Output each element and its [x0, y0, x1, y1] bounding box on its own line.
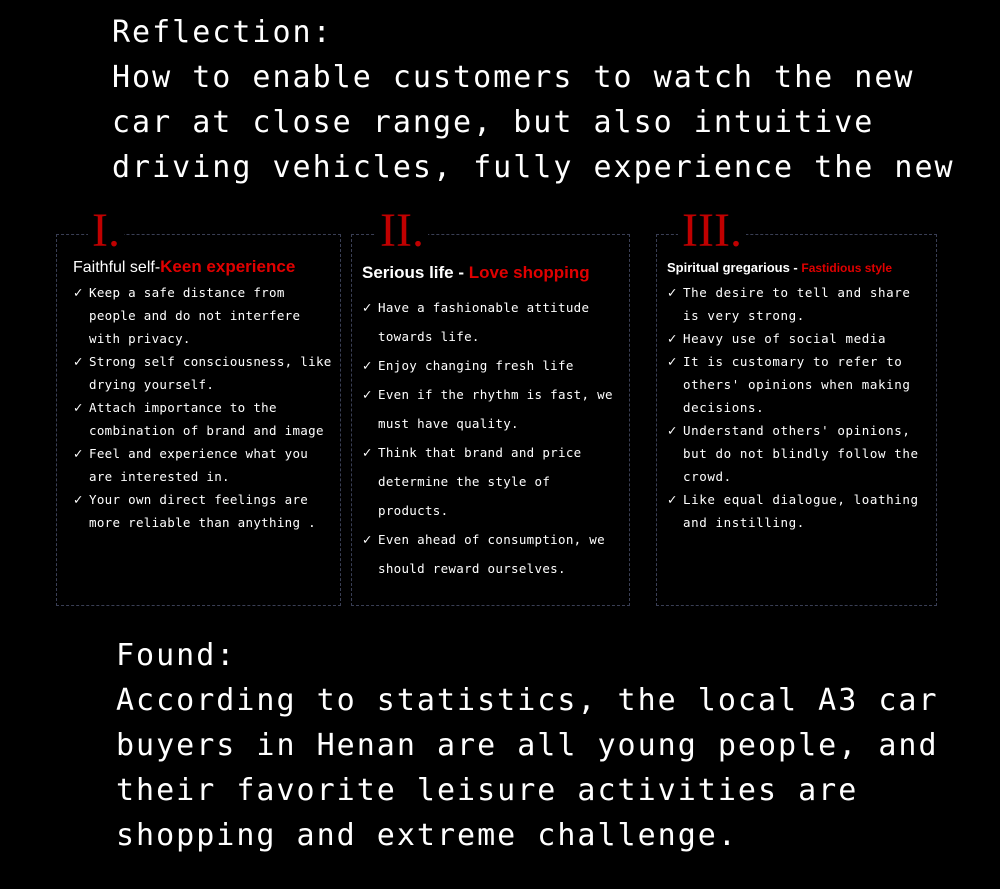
list-item: ✓ Your own direct feelings are more reliable than anything .: [73, 488, 335, 534]
panel-faithful-self: [56, 234, 341, 606]
bullet-list: [73, 281, 335, 534]
roman-numeral-three: III.: [678, 207, 746, 255]
checkmark-icon: ✓: [667, 492, 679, 507]
found-line: According to statistics, the local A3 car: [116, 683, 939, 718]
checkmark-icon: ✓: [73, 354, 84, 369]
bullet-list: [362, 293, 628, 583]
checkmark-icon: ✓: [667, 423, 679, 438]
found-line: their favorite leisure activities are: [116, 773, 859, 808]
list-item: ✓ Like equal dialogue, loathing and instilling.: [667, 488, 929, 534]
list-item: ✓ Even if the rhythm is fast, we must have quality.: [362, 380, 628, 438]
checkmark-icon: ✓: [362, 532, 373, 547]
checkmark-icon: ✓: [362, 445, 373, 460]
panel-serious-life: [351, 234, 630, 606]
found-line: buyers in Henan are all young people, and: [116, 728, 939, 763]
list-item: ✓ Feel and experience what you are interested in.: [73, 442, 335, 488]
roman-numeral-two: II.: [376, 207, 428, 255]
reflection-line: driving vehicles, fully experience the new: [112, 150, 955, 185]
panel-title-highlight: Keen experience: [160, 257, 296, 276]
checkmark-icon: ✓: [667, 354, 679, 369]
checkmark-icon: ✓: [73, 492, 84, 507]
found-text: [116, 633, 939, 858]
panel-title: [73, 257, 295, 277]
reflection-line: How to enable customers to watch the new: [112, 60, 915, 95]
bullet-list: [667, 281, 929, 534]
panel-title-highlight: Fastidious style: [801, 261, 893, 275]
panel-title-label: Serious life -: [362, 263, 469, 282]
panel-title: [362, 263, 590, 283]
reflection-heading: Reflection:: [112, 15, 333, 50]
reflection-text: [112, 10, 955, 190]
list-item: ✓ Have a fashionable attitude towards life.: [362, 293, 628, 351]
panel-title: [667, 260, 892, 275]
reflection-line: car at close range, but also intuitive: [112, 105, 875, 140]
list-item: ✓ The desire to tell and share is very strong.: [667, 281, 929, 327]
checkmark-icon: ✓: [73, 285, 84, 300]
panel-title-label: Faithful self-: [73, 259, 161, 276]
list-item: ✓ Think that brand and price determine the style of products.: [362, 438, 628, 525]
list-item: ✓ Strong self consciousness, like drying yourself.: [73, 350, 335, 396]
checkmark-icon: ✓: [73, 400, 84, 415]
roman-numeral-one: I.: [88, 207, 124, 255]
list-item: ✓ Attach importance to the combination of brand and image: [73, 396, 335, 442]
checkmark-icon: ✓: [667, 331, 679, 346]
checkmark-icon: ✓: [362, 300, 373, 315]
found-heading: Found:: [116, 638, 237, 673]
panel-title-highlight: Love shopping: [468, 263, 590, 282]
found-line: shopping and extreme challenge.: [116, 818, 738, 853]
list-item: ✓ Keep a safe distance from people and do not interfere with privacy.: [73, 281, 335, 350]
checkmark-icon: ✓: [362, 387, 373, 402]
checkmark-icon: ✓: [667, 285, 679, 300]
list-item: ✓ Even ahead of consumption, we should reward ourselves.: [362, 525, 628, 583]
panel-spiritual-gregarious: [656, 234, 937, 606]
list-item: ✓ Enjoy changing fresh life: [362, 351, 628, 380]
list-item: ✓ Heavy use of social media: [667, 327, 929, 350]
checkmark-icon: ✓: [73, 446, 84, 461]
list-item: ✓ It is customary to refer to others' opinions when making decisions.: [667, 350, 929, 419]
list-item: ✓ Understand others' opinions, but do not blindly follow the crowd.: [667, 419, 929, 488]
checkmark-icon: ✓: [362, 358, 373, 373]
panel-title-label: Spiritual gregarious -: [667, 260, 802, 275]
